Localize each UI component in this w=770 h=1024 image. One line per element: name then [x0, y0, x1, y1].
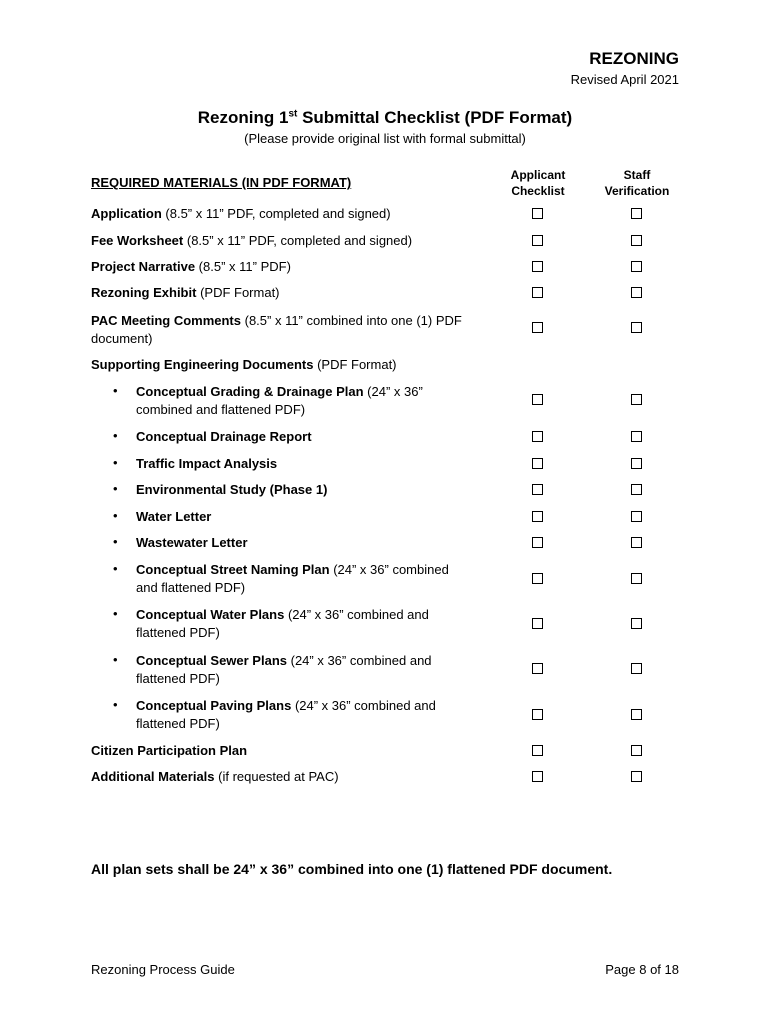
- bullet: •: [113, 697, 118, 712]
- applicant-checkbox[interactable]: [532, 484, 543, 495]
- applicant-checkbox[interactable]: [532, 771, 543, 782]
- checklist-subitem: [136, 455, 476, 473]
- checklist-subitem: [136, 534, 476, 552]
- checklist-item: [91, 312, 486, 348]
- applicant-header-line2: Checklist: [511, 184, 565, 198]
- item-title: Citizen Participation Plan: [91, 743, 248, 758]
- item-detail: (8.5” x 11” PDF): [195, 259, 291, 274]
- item-detail: (24” x 36” combined and flattened PDF): [136, 698, 436, 731]
- item-title: Conceptual Paving Plans: [136, 698, 292, 713]
- item-title: Application: [91, 206, 162, 221]
- item-title: Fee Worksheet: [91, 233, 184, 248]
- title-part-2: Submittal Checklist (PDF Format): [297, 108, 573, 127]
- applicant-checkbox[interactable]: [532, 537, 543, 548]
- applicant-checkbox[interactable]: [532, 618, 543, 629]
- item-detail: (24” x 36” combined and flattened PDF): [136, 384, 423, 417]
- staff-checkbox[interactable]: [631, 322, 642, 333]
- staff-header-line2: Verification: [604, 184, 670, 198]
- item-detail: (24” x 36” combined and flattened PDF): [136, 562, 449, 595]
- applicant-checkbox[interactable]: [532, 322, 543, 333]
- item-title: Conceptual Street Naming Plan: [136, 562, 330, 577]
- applicant-checkbox[interactable]: [532, 458, 543, 469]
- staff-checkbox[interactable]: [631, 745, 642, 756]
- footer-guide-name: Rezoning Process Guide: [91, 962, 235, 977]
- staff-checkbox[interactable]: [631, 618, 642, 629]
- checklist-subitem: [136, 383, 476, 419]
- item-title: Wastewater Letter: [136, 535, 248, 550]
- footer-page-number: Page 8 of 18: [605, 962, 679, 977]
- applicant-checkbox[interactable]: [532, 261, 543, 272]
- checklist-section: [91, 356, 491, 374]
- checklist-item: [91, 205, 491, 223]
- applicant-checkbox[interactable]: [532, 745, 543, 756]
- item-title: Conceptual Water Plans: [136, 607, 285, 622]
- staff-checkbox[interactable]: [631, 431, 642, 442]
- staff-checkbox[interactable]: [631, 771, 642, 782]
- required-materials-heading: REQUIRED MATERIALS (IN PDF FORMAT): [91, 175, 352, 190]
- applicant-checklist-header: [483, 167, 593, 199]
- checklist-subitem: [136, 652, 471, 688]
- staff-checkbox[interactable]: [631, 394, 642, 405]
- item-title: Supporting Engineering Documents: [91, 357, 314, 372]
- staff-verification-header: [582, 167, 692, 199]
- staff-checkbox[interactable]: [631, 663, 642, 674]
- bullet: •: [113, 481, 118, 496]
- staff-checkbox[interactable]: [631, 458, 642, 469]
- item-title: Rezoning Exhibit: [91, 285, 197, 300]
- revision-date: Revised April 2021: [570, 72, 679, 87]
- checklist-item: [91, 258, 491, 276]
- bullet: •: [113, 606, 118, 621]
- applicant-checkbox[interactable]: [532, 573, 543, 584]
- item-detail: (8.5” x 11” combined into one (1) PDF document): [91, 313, 462, 346]
- checklist-subitem: [136, 508, 476, 526]
- checklist-subitem: [136, 606, 471, 642]
- bullet: •: [113, 534, 118, 549]
- staff-checkbox[interactable]: [631, 511, 642, 522]
- staff-checkbox[interactable]: [631, 573, 642, 584]
- applicant-checkbox[interactable]: [532, 431, 543, 442]
- item-detail: (8.5” x 11” PDF, completed and signed): [183, 233, 413, 248]
- staff-checkbox[interactable]: [631, 484, 642, 495]
- item-detail: (8.5” x 11” PDF, completed and signed): [161, 206, 391, 221]
- item-detail: (PDF Format): [313, 357, 397, 372]
- staff-checkbox[interactable]: [631, 287, 642, 298]
- item-title: Traffic Impact Analysis: [136, 456, 278, 471]
- checklist-subitem: [136, 697, 471, 733]
- staff-checkbox[interactable]: [631, 537, 642, 548]
- item-detail: (if requested at PAC): [214, 769, 339, 784]
- bullet: •: [113, 383, 118, 398]
- bullet: •: [113, 428, 118, 443]
- plan-sets-note: All plan sets shall be 24” x 36” combined into one (1) flattened PDF document.: [91, 861, 613, 877]
- checklist-item: [91, 742, 491, 760]
- applicant-checkbox[interactable]: [532, 663, 543, 674]
- applicant-checkbox[interactable]: [532, 394, 543, 405]
- item-title: PAC Meeting Comments: [91, 313, 241, 328]
- checklist-subitem: [136, 428, 476, 446]
- title-superscript: st: [288, 108, 298, 120]
- applicant-checkbox[interactable]: [532, 208, 543, 219]
- applicant-header-line1: Applicant: [510, 168, 566, 182]
- applicant-checkbox[interactable]: [532, 235, 543, 246]
- item-title: Conceptual Grading & Drainage Plan: [136, 384, 364, 399]
- item-title: Project Narrative: [91, 259, 196, 274]
- bullet: •: [113, 561, 118, 576]
- checklist-subtitle: (Please provide original list with formal submittal): [244, 131, 526, 146]
- applicant-checkbox[interactable]: [532, 287, 543, 298]
- checklist-item: [91, 768, 491, 786]
- bullet: •: [113, 508, 118, 523]
- item-title: Conceptual Sewer Plans: [136, 653, 287, 668]
- staff-header-line1: Staff: [623, 168, 651, 182]
- document-section-title: REZONING: [589, 49, 679, 68]
- bullet: •: [113, 455, 118, 470]
- item-title: Water Letter: [136, 509, 212, 524]
- item-title: Conceptual Drainage Report: [136, 429, 312, 444]
- title-part-1: Rezoning 1: [197, 108, 289, 127]
- bullet: •: [113, 652, 118, 667]
- staff-checkbox[interactable]: [631, 235, 642, 246]
- item-detail: (24” x 36” combined and flattened PDF): [136, 607, 429, 640]
- staff-checkbox[interactable]: [631, 208, 642, 219]
- item-detail: (PDF Format): [196, 285, 280, 300]
- checklist-subitem: [136, 481, 476, 499]
- item-title: Additional Materials: [91, 769, 215, 784]
- checklist-item: [91, 284, 491, 302]
- checklist-title: [0, 108, 770, 128]
- applicant-checkbox[interactable]: [532, 709, 543, 720]
- item-detail: (24” x 36” combined and flattened PDF): [136, 653, 432, 686]
- checklist-item: [91, 232, 491, 250]
- staff-checkbox[interactable]: [631, 261, 642, 272]
- item-title: Environmental Study (Phase 1): [136, 482, 328, 497]
- checklist-subitem: [136, 561, 466, 597]
- staff-checkbox[interactable]: [631, 709, 642, 720]
- applicant-checkbox[interactable]: [532, 511, 543, 522]
